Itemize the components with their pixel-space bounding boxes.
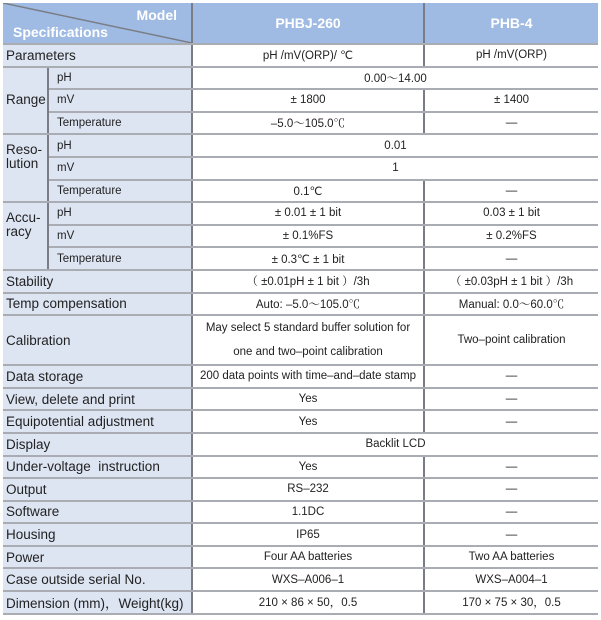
cell-value: — [424, 523, 598, 546]
row-label: Stability [3, 270, 192, 293]
cell-value: ± 0.1%FS [192, 225, 424, 248]
table-row [3, 315, 598, 365]
cell-value: ± 1400 [424, 89, 598, 112]
cell-value: — [424, 180, 598, 203]
cell-value: Backlit LCD [192, 433, 598, 456]
specifications-label: Specifications [13, 24, 108, 40]
table-row [3, 44, 598, 67]
spec-table [3, 3, 598, 615]
cell-value: ± 0.01 ± 1 bit [192, 202, 424, 225]
cell-value: 200 data points with time–and–date stamp [192, 365, 424, 388]
row-label: Temp compensation [3, 293, 192, 316]
row-label: Equipotential adjustment [3, 410, 192, 433]
cell-value: 0.03 ± 1 bit [424, 202, 598, 225]
table-row [3, 456, 598, 479]
row-label: Display [3, 433, 192, 456]
sub-label: pH [48, 67, 192, 90]
cell-value: — [424, 112, 598, 135]
row-label: Power [3, 546, 192, 569]
cell-value: WXS–A004–1 [424, 568, 598, 591]
cell-value: Four AA batteries [192, 546, 424, 569]
spec-table-container [3, 3, 598, 615]
table-row [3, 365, 598, 388]
sub-label: Temperature [48, 112, 192, 135]
cell-line: one and two–point calibration [233, 346, 383, 359]
row-label: Dimension (mm)，Weight(kg) [3, 591, 192, 614]
table-row [3, 501, 598, 524]
group-label-line: Accu- [6, 210, 41, 226]
table-row [3, 546, 598, 569]
cell-value: ± 1800 [192, 89, 424, 112]
cell-value: — [424, 410, 598, 433]
sub-label: mV [48, 157, 192, 180]
cell-value: IP65 [192, 523, 424, 546]
table-row [3, 89, 598, 112]
group-label-line: lution [6, 156, 39, 172]
group-label-line: racy [6, 224, 32, 240]
group-label-accuracy [3, 202, 48, 270]
cell-value: pH /mV(ORP)/ ℃ [192, 44, 424, 67]
row-label: View, delete and print [3, 388, 192, 411]
row-label: Case outside serial No. [3, 568, 192, 591]
cell-value: 0.01 [192, 134, 598, 157]
cell-value: –5.0～105.0℃ [192, 112, 424, 135]
model-header-phb4: PHB-4 [424, 3, 598, 44]
cell-value: 1.1DC [192, 501, 424, 524]
group-label-resolution [3, 134, 48, 202]
cell-value: 210 × 86 × 50，0.5 [192, 591, 424, 614]
sub-label: Temperature [48, 180, 192, 203]
cell-value: （ ±0.01pH ± 1 bit ）/3h [192, 270, 424, 293]
header-corner [3, 3, 192, 44]
sub-label: pH [48, 202, 192, 225]
cell-value: — [424, 478, 598, 501]
model-header-phbj260: PHBJ-260 [192, 3, 424, 44]
cell-value: Manual: 0.0～60.0℃ [424, 293, 598, 316]
cell-value: ± 0.3℃ ± 1 bit [192, 247, 424, 270]
cell-value: Yes [192, 456, 424, 479]
table-row [3, 478, 598, 501]
table-row [3, 134, 598, 157]
table-row [3, 225, 598, 248]
row-label: Data storage [3, 365, 192, 388]
group-label-range: Range [3, 67, 48, 135]
table-row [3, 180, 598, 203]
row-label: Calibration [3, 315, 192, 365]
cell-value: RS–232 [192, 478, 424, 501]
cell-value: Auto: –5.0～105.0℃ [192, 293, 424, 316]
cell-value: Yes [192, 388, 424, 411]
cell-value: 0.00～14.00 [192, 67, 598, 90]
table-row [3, 293, 598, 316]
header-row [3, 3, 598, 44]
row-label: Parameters [3, 44, 192, 67]
cell-line: May select 5 standard buffer solution for [205, 322, 411, 335]
row-label: Housing [3, 523, 192, 546]
table-row [3, 388, 598, 411]
table-row [3, 568, 598, 591]
row-label: Output [3, 478, 192, 501]
cell-value: （ ±0.03pH ± 1 bit ）/3h [424, 270, 598, 293]
table-row [3, 247, 598, 270]
cell-value: pH /mV(ORP) [424, 44, 598, 67]
table-row [3, 202, 598, 225]
row-label: Under-voltage instruction [3, 456, 192, 479]
table-row [3, 270, 598, 293]
cell-value: — [424, 456, 598, 479]
cell-value: Two–point calibration [424, 315, 598, 365]
cell-value: 170 × 75 × 30，0.5 [424, 591, 598, 614]
group-label-line: Reso- [6, 142, 43, 158]
cell-value: Yes [192, 410, 424, 433]
cell-value: 1 [192, 157, 598, 180]
sub-label: mV [48, 89, 192, 112]
cell-value: ± 0.2%FS [424, 225, 598, 248]
table-row [3, 523, 598, 546]
cell-value: WXS–A006–1 [192, 568, 424, 591]
table-row [3, 112, 598, 135]
cell-value [192, 315, 424, 365]
cell-value: Two AA batteries [424, 546, 598, 569]
cell-value: — [424, 501, 598, 524]
cell-value: 0.1℃ [192, 180, 424, 203]
cell-value: — [424, 365, 598, 388]
row-label: Software [3, 501, 192, 524]
table-row [3, 67, 598, 90]
sub-label: pH [48, 134, 192, 157]
table-row [3, 433, 598, 456]
cell-value: — [424, 388, 598, 411]
table-row [3, 157, 598, 180]
sub-label: Temperature [48, 247, 192, 270]
sub-label: mV [48, 225, 192, 248]
model-label: Model [136, 7, 177, 23]
cell-value: — [424, 247, 598, 270]
table-row [3, 591, 598, 614]
table-row [3, 410, 598, 433]
